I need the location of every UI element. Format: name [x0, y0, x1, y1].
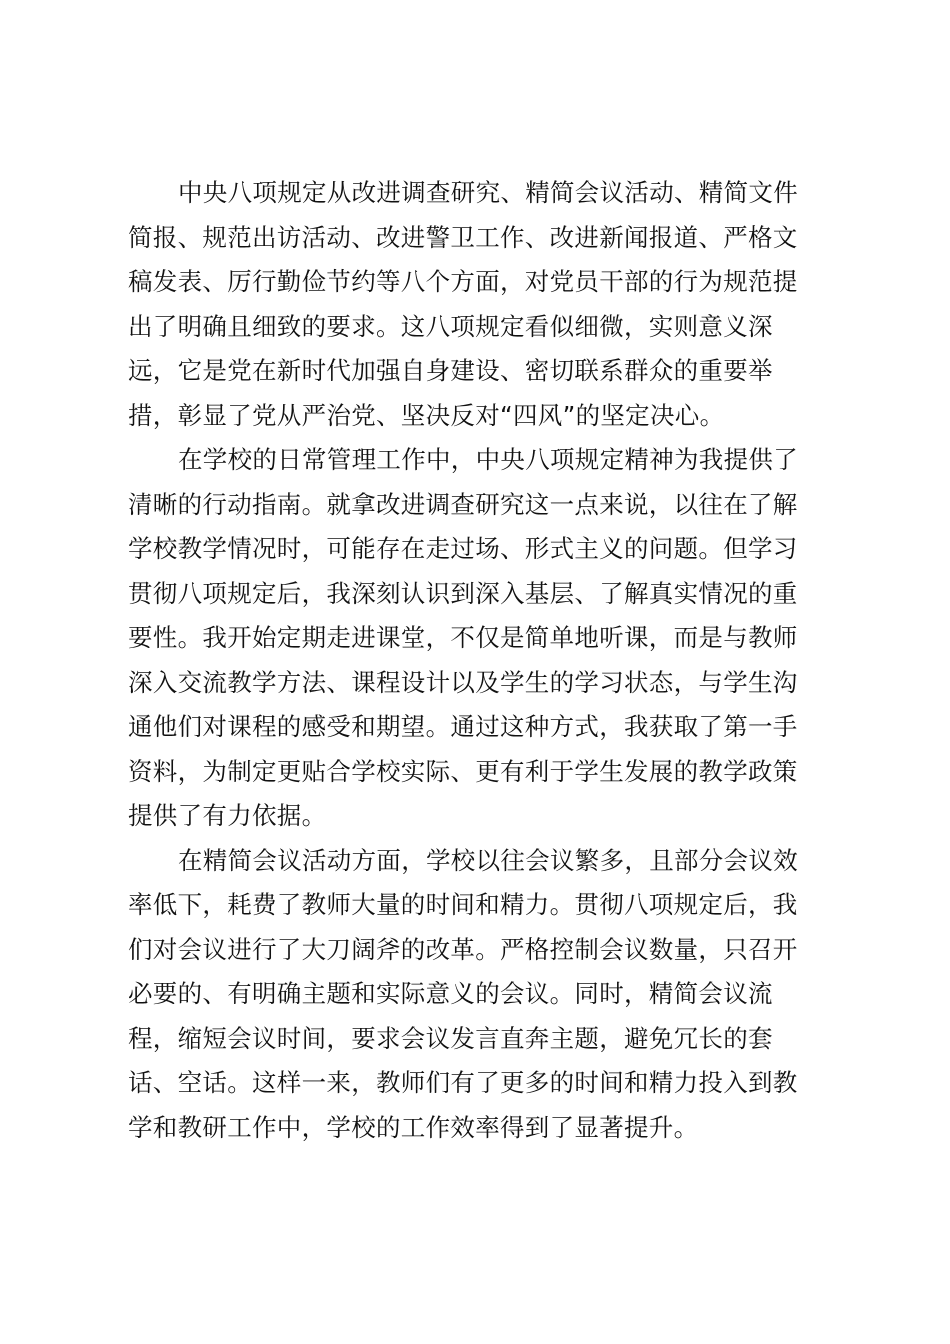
text-line: 资料，为制定更贴合学校实际、更有利于学生发展的教学政策 — [128, 756, 798, 786]
text-line: 们对会议进行了大刀阔斧的改革。严格控制会议数量，只召开 — [128, 934, 798, 964]
text-line: 程，缩短会议时间，要求会议发言直奔主题，避免冗长的套 — [128, 1023, 773, 1053]
paragraph-2 — [128, 438, 828, 839]
text-line: 学和教研工作中，学校的工作效率得到了显著提升。 — [128, 1112, 699, 1142]
text-line: 率低下，耗费了教师大量的时间和精力。贯彻八项规定后，我 — [128, 890, 798, 919]
text-line: 必要的、有明确主题和实际意义的会议。同时，精简会议流 — [128, 979, 773, 1008]
text-line: 措，彰显了党从严治党、坚决反对“四风”的坚定决心。 — [128, 400, 725, 430]
text-line: 话、空话。这样一来，教师们有了更多的时间和精力投入到教 — [128, 1068, 798, 1097]
text-line: 中央八项规定从改进调查研究、精简会议活动、精简文件 — [178, 178, 798, 207]
text-line: 通他们对课程的感受和期望。通过这种方式，我获取了第一手 — [128, 712, 798, 741]
text-line: 稿发表、厉行勤俭节约等八个方面，对党员干部的行为规范提 — [128, 267, 798, 296]
text-line: 简报、规范出访活动、改进警卫工作、改进新闻报道、严格文 — [128, 222, 798, 252]
text-line: 学校教学情况时，可能存在走过场、形式主义的问题。但学习 — [128, 534, 798, 563]
text-line: 在精简会议活动方面，学校以往会议繁多，且部分会议效 — [178, 845, 798, 875]
text-line: 提供了有力依据。 — [128, 801, 327, 830]
paragraph-1 — [128, 171, 828, 438]
paragraph-3 — [128, 839, 828, 1151]
text-line: 在学校的日常管理工作中，中央八项规定精神为我提供了 — [178, 445, 798, 474]
text-line: 远，它是党在新时代加强自身建设、密切联系群众的重要举 — [128, 356, 773, 385]
text-line: 贯彻八项规定后，我深刻认识到深入基层、了解真实情况的重 — [128, 578, 798, 608]
text-line: 出了明确且细致的要求。这八项规定看似细微，实则意义深 — [128, 311, 773, 341]
text-line: 要性。我开始定期走进课堂，不仅是简单地听课，而是与教师 — [128, 623, 798, 652]
text-line: 清晰的行动指南。就拿改进调查研究这一点来说，以往在了解 — [128, 489, 798, 519]
document-body — [128, 171, 828, 1150]
text-line: 深入交流教学方法、课程设计以及学生的学习状态，与学生沟 — [128, 667, 798, 697]
